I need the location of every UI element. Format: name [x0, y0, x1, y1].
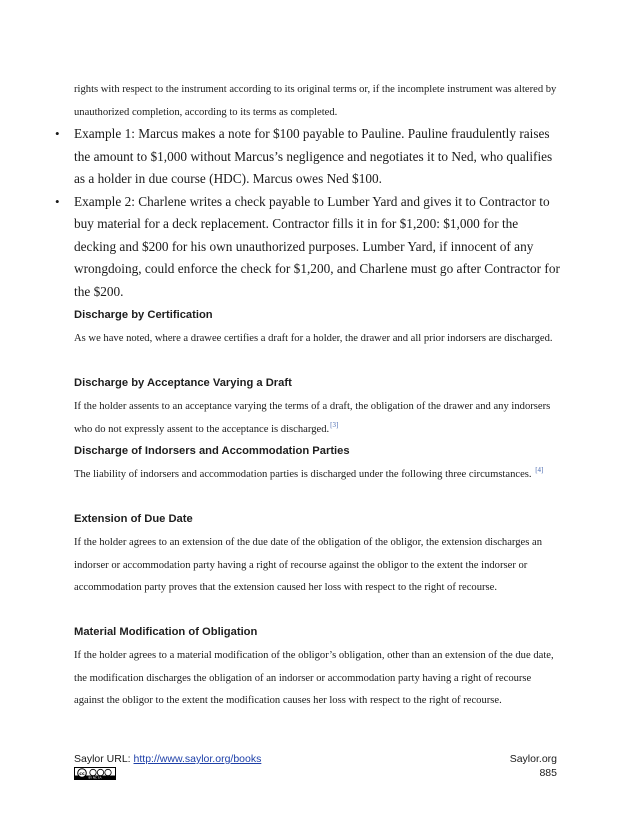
- indorsers-text: The liability of indorsers and accommodation parties is discharged under the following three circumstances.: [74, 469, 532, 480]
- footer-source: [74, 752, 261, 766]
- footer-url-label: Saylor URL:: [74, 753, 134, 765]
- heading-indorsers: Discharge of Indorsers and Accommodation Parties: [74, 445, 350, 457]
- footnote-link-4[interactable]: [4]: [535, 466, 544, 475]
- indorsers-paragraph: [74, 464, 560, 487]
- extension-paragraph: If the holder agrees to an extension of the due date of the obligation of the obligor, the extension discharges an indorser or accommodation party having a right of recourse against the obligor to the extent the indorser or accommodation party proves that the extension caused her loss with respect to the right of recourse.: [74, 537, 543, 593]
- heading-certification: Discharge by Certification: [74, 309, 213, 321]
- example-1: • Example 1: Marcus makes a note for $100 payable to Pauline. Pauline fraudulently raises the amount to $1,000 without Marcus’s negligence and negotiates it to Ned, who qualifies as a holder in due course (HDC). Marcus owes Ned $100.: [74, 123, 560, 191]
- footer-page-info: [510, 752, 557, 780]
- acceptance-paragraph: [74, 396, 560, 441]
- certification-paragraph: As we have noted, where a drawee certifies a draft for a holder, the drawer and all prior indorsers are discharged.: [74, 333, 553, 344]
- intro-paragraph: rights with respect to the instrument according to its original terms or, if the incomplete instrument was altered by unauthorized completion, according to its terms as completed.: [74, 84, 557, 118]
- page-number: 885: [539, 767, 557, 779]
- svg-text:cc: cc: [79, 771, 85, 777]
- heading-acceptance: Discharge by Acceptance Varying a Draft: [74, 377, 292, 389]
- examples-list: [74, 123, 560, 303]
- example-2: • Example 2: Charlene writes a check payable to Lumber Yard and gives it to Contractor to buy material for a deck replacement. Contractor fills it in for $1,200: $1,000 for the decking and $200 for his own unauthorized purposes. Lumber Yard, if innocent of any wrongdoing, could enforce the check for $1,200, and Charlene must go after Contractor for the $200.: [74, 191, 560, 304]
- license-text: BY NC SA: [88, 775, 102, 779]
- footer-url-link[interactable]: http://www.saylor.org/books: [133, 753, 262, 765]
- footer-site: Saylor.org: [509, 753, 557, 765]
- footnote-link-3[interactable]: [3]: [330, 420, 339, 429]
- creative-commons-badge-icon: [74, 767, 116, 780]
- modification-paragraph: If the holder agrees to a material modification of the obligor’s obligation, other than an extension of the due date, the modification discharges the obligation of an indorser or accommodation party having a right of recourse against the obligor to the extent the modification causes her loss with respect to the right of recourse.: [74, 650, 554, 706]
- heading-modification: Material Modification of Obligation: [74, 626, 258, 638]
- acceptance-text: If the holder assents to an acceptance varying the terms of a draft, the obligation of the drawer and any indorsers who do not expressly assent to the acceptance is discharged.: [74, 401, 551, 435]
- heading-extension: Extension of Due Date: [74, 513, 193, 525]
